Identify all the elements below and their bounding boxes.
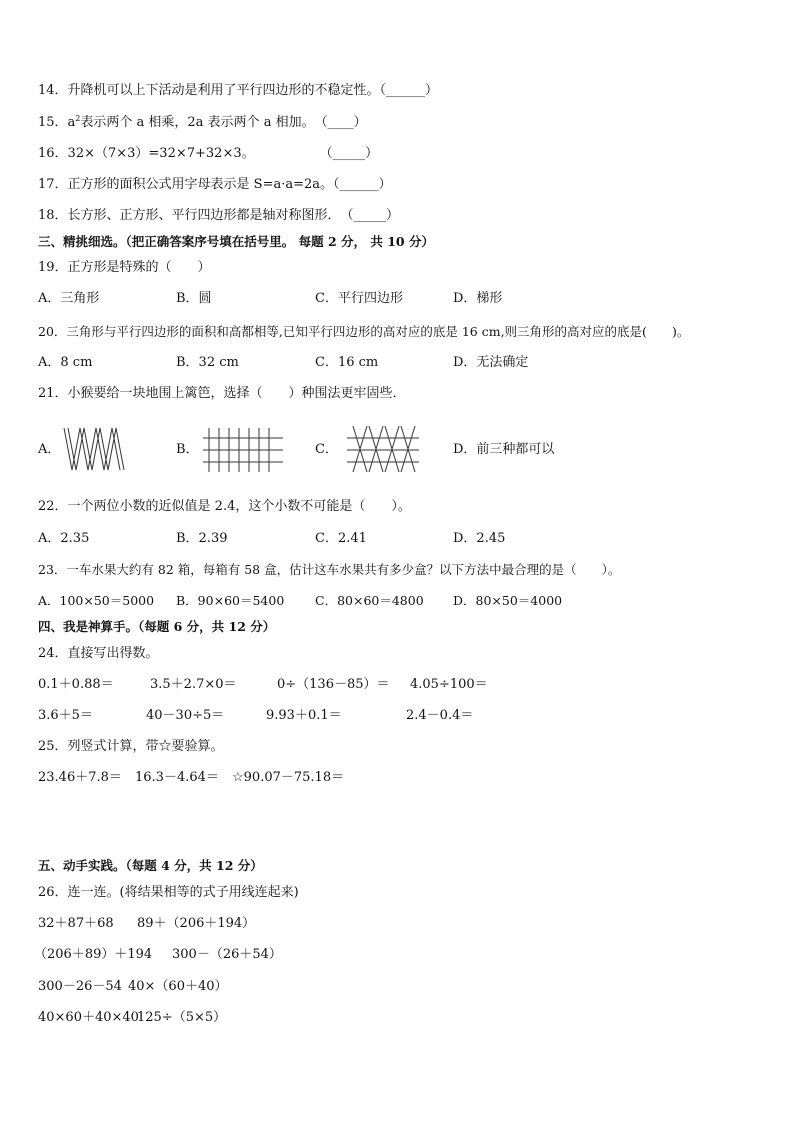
- q23-option-a: A．100×50＝5000: [38, 593, 155, 608]
- q22-option-b: B．2.39: [176, 531, 228, 546]
- q26-right-1: 89＋（206＋194）: [137, 916, 256, 931]
- q26-right-3: 40×（60＋40）: [128, 979, 228, 994]
- fence-diagonal-figure: [62, 426, 126, 472]
- question-26-stem: 26．连一连。(将结果相等的式子用线连起来): [38, 885, 299, 900]
- q19-option-c: C．平行四边形: [315, 291, 403, 306]
- q19-option-d: D．梯形: [453, 291, 503, 306]
- question-25-stem: 25．列竖式计算，带☆要验算。: [38, 739, 224, 754]
- q19-option-b: B．圆: [176, 291, 212, 306]
- q25-item-2: 16.3－4.64＝: [135, 770, 219, 785]
- q21-option-b: B．: [176, 442, 199, 457]
- question-23-stem: 23．一车水果大约有 82 箱，每箱有 58 盒，估计这车水果共有多少盒？以下方法中最合理的是（ ）。: [38, 562, 621, 577]
- q22-option-d: D．2.45: [453, 531, 506, 546]
- question-24-stem: 24．直接写出得数。: [38, 646, 159, 661]
- question-22-stem: 22．一个两位小数的近似值是 2.4，这个小数不可能是（ ）。: [38, 499, 411, 514]
- question-15: [38, 115, 367, 131]
- q23-option-d: D．80×50＝4000: [453, 593, 563, 608]
- question-20-stem: 20．三角形与平行四边形的面积和高都相等,已知平行四边形的高对应的底是 16 cm,则三角形的高对应的底是( )。: [38, 324, 690, 339]
- q15-prefix: 15．a: [38, 115, 76, 130]
- q22-option-c: C．2.41: [315, 531, 367, 546]
- q21-option-d: D．前三种都可以: [453, 442, 555, 457]
- q20-option-a: A．8 cm: [38, 355, 93, 370]
- section-5-title: 五、动手实践。（每题 4 分，共 12 分）: [38, 858, 263, 873]
- question-16: 16．32×（7×3）=32×7+32×3。 （_____）: [38, 146, 379, 161]
- q21-option-c: C．: [315, 442, 338, 457]
- section-4-title: 四、我是神算手。（每题 6 分，共 12 分）: [38, 619, 276, 634]
- q26-left-3: 300－26－54: [38, 979, 122, 994]
- q24-item-5: 3.6＋5＝: [38, 708, 93, 723]
- q25-item-3: ☆90.07－75.18＝: [232, 770, 345, 785]
- q24-item-1: 0.1＋0.88＝: [38, 677, 114, 692]
- question-19-stem: 19．正方形是特殊的（ ）: [38, 260, 211, 275]
- section-3-title: 三、精挑细选。（把正确答案序号填在括号里。 每题 2 分， 共 10 分）: [38, 234, 434, 249]
- q20-option-d: D．无法确定: [453, 355, 529, 370]
- question-21-stem: 21．小猴要给一块地围上篱笆，选择（ ）种围法更牢固些．: [38, 386, 406, 401]
- q26-right-4: 125÷（5×5）: [137, 1010, 227, 1025]
- q15-superscript: 2: [75, 114, 81, 123]
- q24-item-4: 4.05÷100＝: [410, 677, 488, 692]
- question-18: 18．长方形、正方形、平行四边形都是轴对称图形． （_____）: [38, 208, 400, 223]
- q20-option-b: B．32 cm: [176, 355, 239, 370]
- q26-left-1: 32＋87＋68: [38, 916, 114, 931]
- q22-option-a: A．2.35: [38, 531, 90, 546]
- q26-right-2: 300－（26＋54）: [172, 947, 282, 962]
- fence-grid-figure: [201, 426, 285, 474]
- q24-item-2: 3.5＋2.7×0＝: [150, 677, 237, 692]
- q21-option-a: A．: [38, 442, 61, 457]
- q26-left-2: （206＋89）＋194: [34, 947, 153, 962]
- q19-option-a: A．三角形: [38, 291, 100, 306]
- q23-option-b: B．90×60＝5400: [176, 593, 285, 608]
- q24-item-3: 0÷（136－85）＝: [277, 677, 390, 692]
- question-14: 14．升降机可以上下活动是利用了平行四边形的不稳定性。（______）: [38, 83, 439, 98]
- q23-option-c: C．80×60＝4800: [315, 593, 424, 608]
- q15-suffix: 表示两个 a 相乘，2a 表示两个 a 相加。 （____）: [80, 115, 367, 130]
- question-17: 17．正方形的面积公式用字母表示是 S=a·a=2a。（______）: [38, 177, 392, 192]
- q20-option-c: C．16 cm: [315, 355, 379, 370]
- q25-item-1: 23.46＋7.8＝: [38, 770, 122, 785]
- q24-item-6: 40－30÷5＝: [146, 708, 225, 723]
- fence-triangular-figure: [345, 424, 421, 474]
- q24-item-8: 2.4－0.4＝: [406, 708, 474, 723]
- q24-item-7: 9.93＋0.1＝: [266, 708, 342, 723]
- q26-left-4: 40×60＋40×40: [38, 1010, 139, 1025]
